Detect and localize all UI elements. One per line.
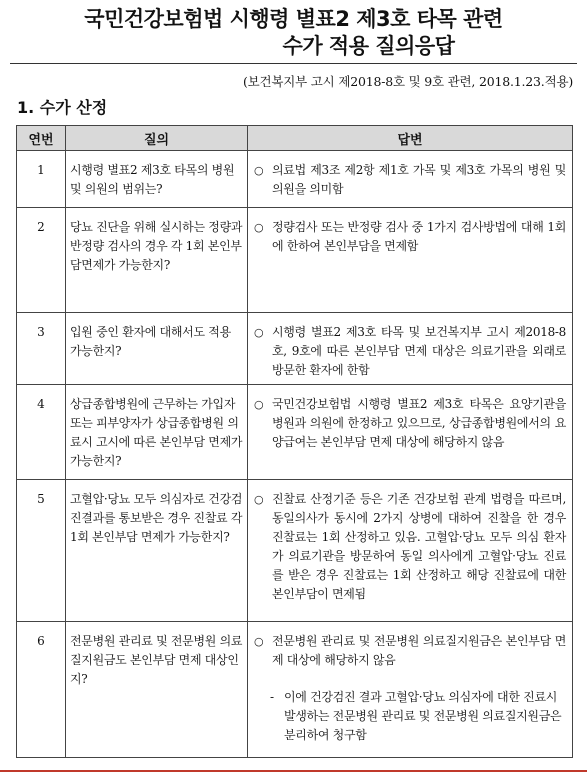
answer-text: 의료법 제3조 제2항 제1호 가목 및 제3호 가목의 병원 및 의원을 의미함 [272,163,566,196]
table-row [17,622,573,758]
question-cell: 전문병원 관리료 및 전문병원 의료질지원금도 본인부담 면제 대상인지? [66,622,248,758]
row-number: 5 [17,480,66,622]
header-answer: 답변 [248,126,573,151]
answer-text: 시행령 별표2 제3호 타목 및 보건복지부 고시 제2018-8호, 9호에 따른 본인부담 면제 대상은 의료기관을 외래로 방문한 환자에 한함 [272,325,566,377]
row-number: 3 [17,313,66,385]
title-divider [10,63,577,64]
answer-text: 진찰료 산정기준 등은 기존 건강보험 관계 법령을 따르며, 동일의사가 동시에 2가지 상병에 대하여 진찰을 한 경우 진찰료는 1회 산정하고 있음. 고혈압·당뇨 모두 의심 환자가 의료기관을 방문하여 동일 의사에게 고혈압·당뇨 진료를 받은 경우 진찰료는 1회 산정하고 해당 진찰료에 대한 본인부담이 면제됨 [272,492,566,601]
table-row [17,480,573,622]
table-row [17,151,573,208]
row-number: 2 [17,208,66,313]
table-row [17,313,573,385]
answer-cell [248,480,573,622]
row-number: 6 [17,622,66,758]
page-title-line2: 수가 적용 질의응답 [282,34,455,58]
answer-text: 정량검사 또는 반정량 검사 중 1가지 검사방법에 대해 1회에 한하여 본인부담을 면제함 [272,220,566,253]
header-question: 질의 [66,126,248,151]
document-subtitle: (보건복지부 고시 제2018-8호 및 9호 관련, 2018.1.23.적용) [242,74,573,89]
answer-cell [248,313,573,385]
bullet-icon: ○ [254,326,264,339]
bullet-icon: ○ [254,164,264,177]
answer-subnote: 이에 건강검진 결과 고혈압·당뇨 의심자에 대한 진료시 발생하는 전문병원 관리료 및 전문병원 의료질지원금은 분리하여 청구함 [284,690,562,742]
section-heading: 1. 수가 산정 [17,98,108,117]
qa-table [16,125,573,758]
table-header-row [17,126,573,151]
page-title-line1: 국민건강보험법 시행령 별표2 제3호 타목 관련 [84,7,503,31]
answer-cell [248,151,573,208]
answer-cell [248,622,573,758]
question-cell: 당뇨 진단을 위해 실시하는 정량과 반정량 검사의 경우 각 1회 본인부담면제가 가능한지? [66,208,248,313]
question-cell: 시행령 별표2 제3호 타목의 병원 및 의원의 범위는? [66,151,248,208]
table-row [17,208,573,313]
table-row [17,385,573,480]
bullet-icon: ○ [254,221,264,234]
question-cell: 상급종합병원에 근무하는 가입자 또는 피부양자가 상급종합병원 의료시 고시에 따른 본인부담 면제가 가능한지? [66,385,248,480]
page-bottom-rule [0,770,587,772]
header-no: 연번 [17,126,66,151]
answer-cell [248,385,573,480]
bullet-icon: ○ [254,398,264,411]
row-number: 4 [17,385,66,480]
bullet-icon: ○ [254,635,264,648]
answer-text: 국민건강보험법 시행령 별표2 제3호 타목은 요양기관을 병원과 의원에 한정하고 있으므로, 상급종합병원에서의 요양급여는 본인부담 면제 대상에 해당하지 않음 [272,397,566,449]
page-title [0,6,587,60]
question-cell: 입원 중인 환자에 대해서도 적용 가능한지? [66,313,248,385]
answer-text: 전문병원 관리료 및 전문병원 의료질지원금은 본인부담 면제 대상에 해당하지 않음 [272,634,566,667]
row-number: 1 [17,151,66,208]
answer-cell [248,208,573,313]
dash-marker: - [270,690,274,704]
bullet-icon: ○ [254,493,264,506]
question-cell: 고혈압·당뇨 모두 의심자로 건강검진결과를 통보받은 경우 진찰료 각 1회 본인부담 면제가 가능한지? [66,480,248,622]
